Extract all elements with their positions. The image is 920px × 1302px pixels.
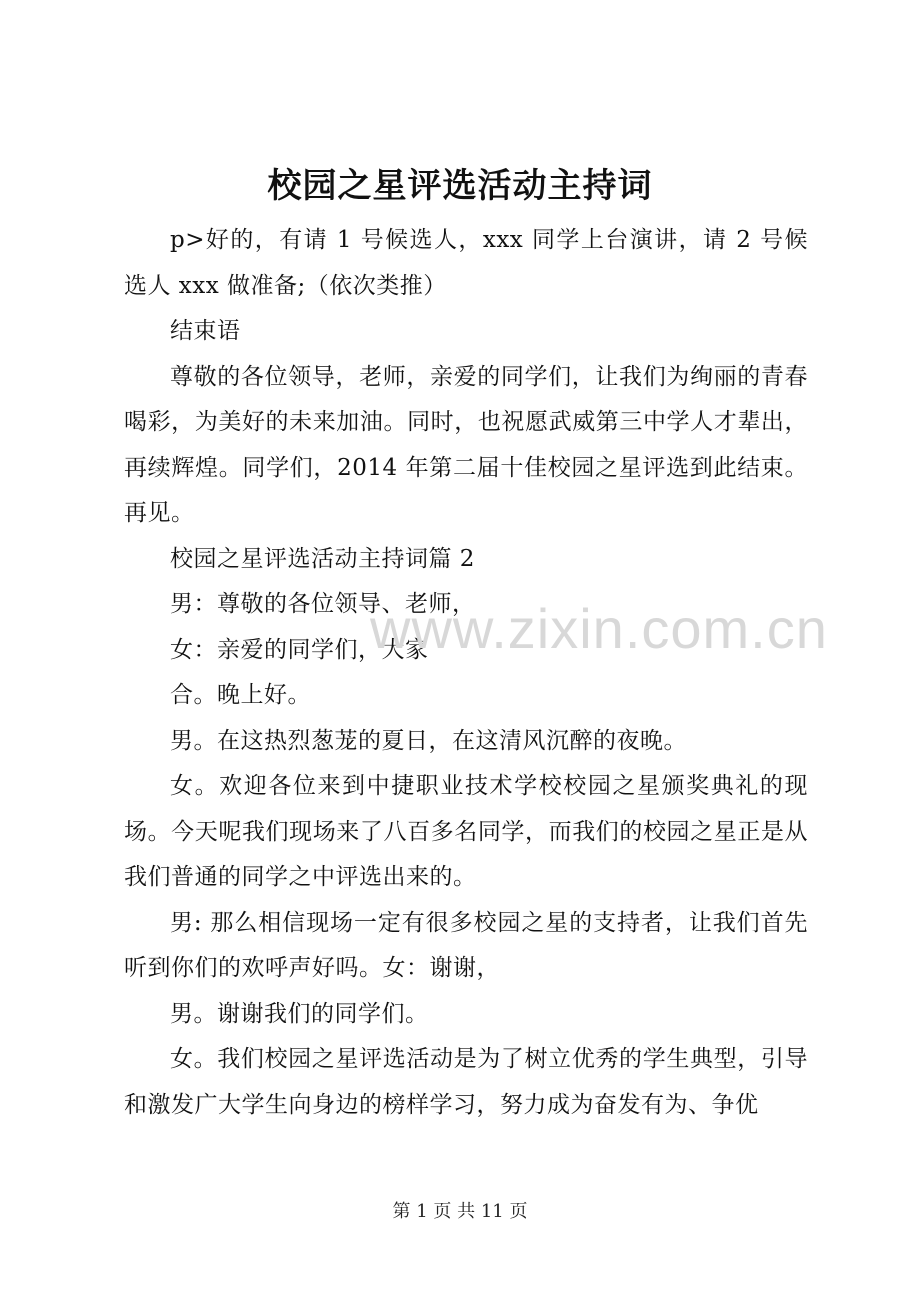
paragraph: 男: 那么相信现场一定有很多校园之星的支持者，让我们首先听到你们的欢呼声好吗。女：谢谢， [124, 909, 808, 981]
paragraph: 男。在这热烈葱茏的夏日，在这清风沉醉的夜晚。 [170, 727, 687, 754]
watermark: www.zixin.com.cn [370, 597, 828, 660]
paragraph: 合。晚上好。 [170, 682, 311, 708]
page-footer: 第 1 页 共 11 页 [392, 1201, 528, 1222]
paragraph: 尊敬的各位领导，老师，亲爱的同学们，让我们为绚丽的青春喝彩，为美好的未来加油。同时，也祝愿武威第三中学人才辈出，再续辉煌。同学们，2014 年第二届十佳校园之星评选到此结束。再见。 [124, 363, 808, 526]
paragraph: 女。我们校园之星评选活动是为了树立优秀的学生典型，引导和激发广大学生向身边的榜样学习，努力成为奋发有为、争优 [124, 1046, 808, 1118]
document-body [124, 218, 808, 1128]
paragraph: 结束语 [170, 318, 241, 344]
paragraph: 女。欢迎各位来到中捷职业技术学校校园之星颁奖典礼的现场。今天呢我们现场来了八百多名同学，而我们的校园之星正是从我们普通的同学之中评选出来的。 [124, 773, 808, 890]
paragraph: 女：亲爱的同学们，大家 [170, 636, 429, 663]
paragraph: 校园之星评选活动主持词篇 2 [170, 545, 475, 572]
paragraph: 男：尊敬的各位领导、老师， [170, 591, 476, 617]
paragraph: p>好的，有请 1 号候选人，xxx 同学上台演讲，请 2 号候选人 xxx 做准备;（依次类推） [124, 227, 808, 299]
document-title: 校园之星评选活动主持词 [267, 166, 653, 206]
paragraph: 男。谢谢我们的同学们。 [170, 1000, 429, 1027]
